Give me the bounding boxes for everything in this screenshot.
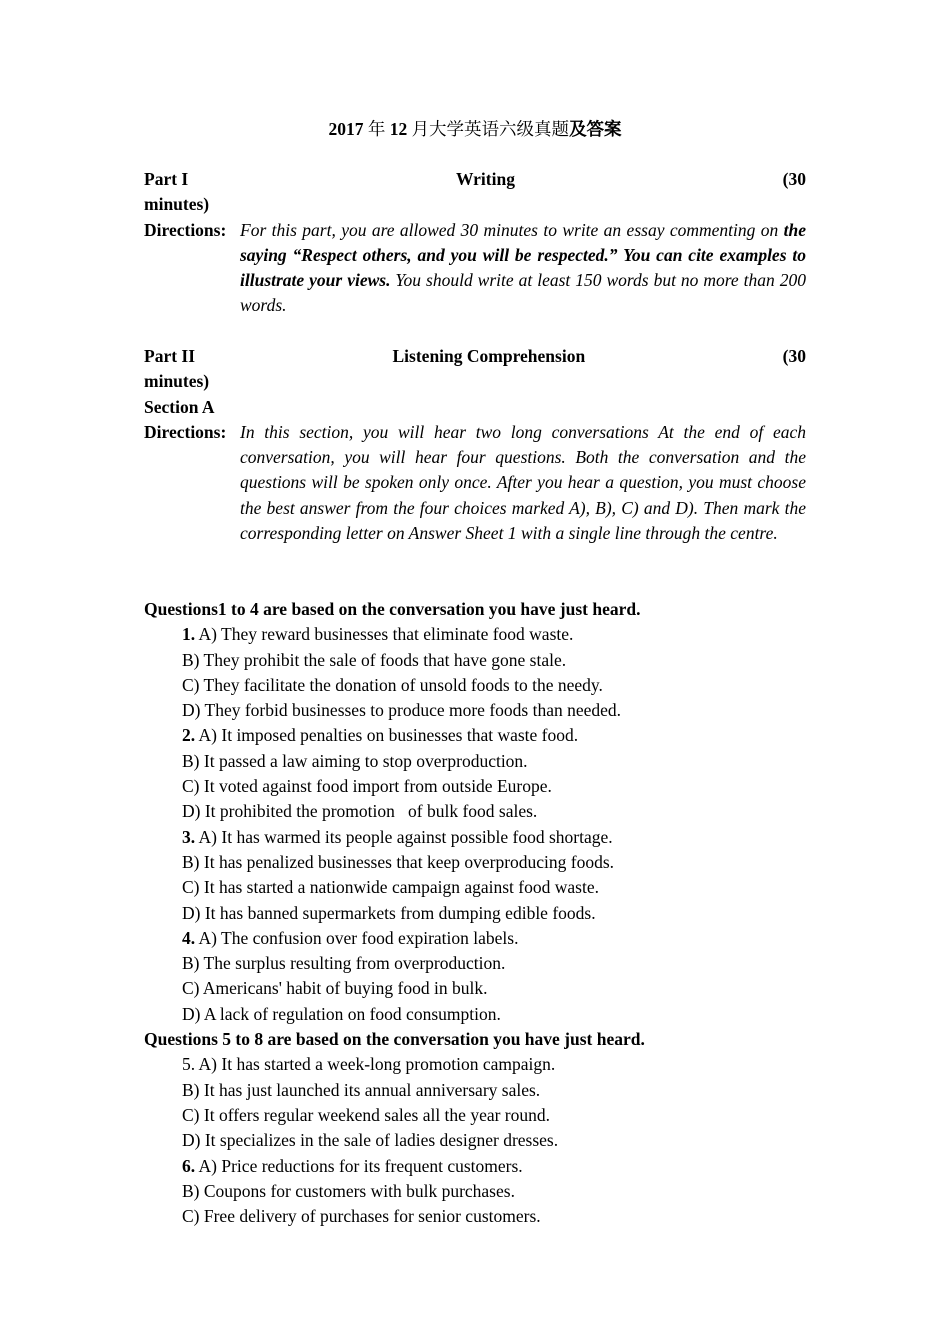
option-line [144,850,806,875]
part2-header [144,344,806,369]
part2-directions-label: Directions: [144,421,227,442]
part1-directions-label: Directions: [144,219,227,240]
option-line [144,926,806,951]
question-number: 1. [182,624,196,645]
option-text: B) The surplus resulting from overproduction. [182,953,506,974]
part1-header [144,167,806,192]
option-text: B) It has just launched its annual anniversary sales. [182,1079,541,1100]
option-line [144,901,806,926]
option-text: B) They prohibit the sale of foods that have gone stale. [182,649,567,670]
option-text: A) Price reductions for its frequent customers. [195,1155,523,1176]
group2-options [144,1052,806,1229]
option-line [144,875,806,900]
option-text: A) It imposed penalties on businesses that waste food. [195,725,579,746]
part1-label: Part I [144,169,189,189]
title-year-char: 年 [367,119,386,139]
part1-directions-t2: the saying “Respect others, and you will be respected.” You can cite examples to illustrate your views. [240,219,806,291]
group1-heading: Questions1 to 4 are based on the conversation you have just heard. [144,599,641,619]
option-line [144,1078,806,1103]
option-line [144,1002,806,1027]
part1-time-close: minutes) [144,194,210,215]
title-year: 2017 [328,119,364,139]
part1-directions-t1: For this part, you are allowed 30 minutes to write an essay commenting on [240,219,784,240]
option-text: D) It prohibited the promotion of bulk food sales. [182,801,538,822]
part2-heading: Listening Comprehension [392,346,586,366]
option-text: B) It has penalized businesses that keep overproducing foods. [182,851,615,872]
question-number: 6. [182,1155,196,1176]
option-line [144,1204,806,1229]
option-line [144,799,806,824]
part2-directions-text: In this section, you will hear two long conversations At the end of each conversation, you will hear four questions. Both the conversation and the questions will be spoken only once. After you hear a question, you must choose the best answer from the four choices marked A), B), C) and D). Then mark the corresponding letter on Answer Sheet 1 with a single line through the centre. [240,421,806,544]
group1-options [144,622,806,1027]
title-text-bold: 及答案 [569,119,622,139]
option-text: C) They facilitate the donation of unsold foods to the needy. [182,674,603,695]
option-line [144,622,806,647]
part1-time: (30 [782,169,806,189]
part1-directions-text [240,218,806,319]
questions-block [144,597,806,1229]
page-title [0,117,950,142]
title-month: 12 [389,119,408,139]
part1-block [144,167,806,319]
section-a-label: Section A [144,396,215,417]
option-text: 5. A) It has started a week-long promotion campaign. [182,1054,556,1075]
option-line [144,749,806,774]
option-line [144,1103,806,1128]
option-line [144,825,806,850]
option-text: C) It voted against food import from outside Europe. [182,776,552,797]
option-text: C) It offers regular weekend sales all the year round. [182,1104,551,1125]
option-line [144,774,806,799]
option-text: A) The confusion over food expiration labels. [195,927,519,948]
option-text: C) It has started a nationwide campaign against food waste. [182,877,599,898]
question-number: 3. [182,826,196,847]
part2-block [144,344,806,546]
part2-directions [144,420,806,546]
option-text: D) It specializes in the sale of ladies designer dresses. [182,1130,559,1151]
option-line [144,698,806,723]
option-text: A) They reward businesses that eliminate food waste. [195,624,574,645]
option-line [144,951,806,976]
option-text: D) A lack of regulation on food consumption. [182,1003,501,1024]
option-text: B) It passed a law aiming to stop overproduction. [182,750,528,771]
option-text: C) Free delivery of purchases for senior customers. [182,1206,541,1227]
option-line [144,1128,806,1153]
option-text: B) Coupons for customers with bulk purchases. [182,1180,515,1201]
title-text: 月大学英语六级真题 [411,119,570,139]
group2-heading: Questions 5 to 8 are based on the conversation you have just heard. [144,1029,645,1050]
part2-time-close: minutes) [144,371,210,392]
option-text: D) It has banned supermarkets from dumping edible foods. [182,902,596,923]
part2-time: (30 [782,346,806,366]
part1-directions [144,218,806,319]
option-line [144,648,806,673]
part2-label: Part II [144,346,196,366]
part1-heading: Writing [455,169,515,189]
option-line [144,1179,806,1204]
option-line [144,1154,806,1179]
option-line [144,673,806,698]
option-line [144,723,806,748]
option-text: C) Americans' habit of buying food in bulk. [182,978,488,999]
part1-directions-t3: You should write at least 150 words but no more than 200 words. [240,270,807,316]
option-line [144,1052,806,1077]
option-text: A) It has warmed its people against possible food shortage. [195,826,613,847]
option-line [144,976,806,1001]
question-number: 4. [182,927,196,948]
option-text: D) They forbid businesses to produce more foods than needed. [182,700,622,721]
question-number: 2. [182,725,196,746]
